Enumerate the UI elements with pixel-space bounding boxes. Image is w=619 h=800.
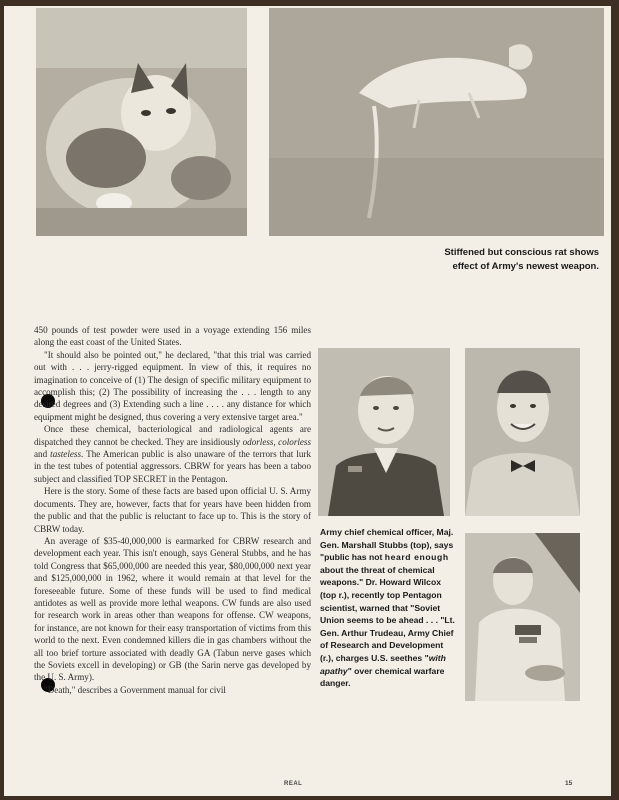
portrait-stubbs [318,348,450,516]
portraits-caption: Army chief chemical officer, Maj. Gen. Marshall Stubbs (top), says "public has not heard enough about the threat of chemical weapons." Dr. Howard Wilcox (top r.), recently top Pentagon scientist, warned that "Soviet Union seems to be ahead . . . "Lt. Gen. Arthur Trudeau, Army Chief of Research and Development (r.), charges U.S. seethes "with apathy" over chemical warfare danger. [320,527,455,689]
portrait-wilcox [465,348,580,516]
rat-photo-caption [419,246,599,274]
article-paragraph: "Death," describes a Government manual for civil [44,684,226,695]
article-body [34,324,311,696]
portrait-wilcox-icon [465,348,580,516]
portrait-trudeau-icon [465,533,580,701]
rat-caption-line-2: effect of Army's newest weapon. [452,261,599,272]
article-paragraph: An average of $35-40,000,000 is earmarked for CBRW research and development each year. This isn't enough, says General Stubbs, and he has told Congress that $65,000,000 are needed this year, $80,000,000 next year and $125,000,000 in 1962, where it would remain at that level for the foreseeable future. Some of these funds will be used to find medical antidotes as well as provide more lethal weapons. CW funds are also used for research work in areas other than weapons for offense. CW weapons, for instance, are not known for their easy transportation of victims from this world to the next. Even condemned killers die in gas chambers without the all too brief torture associated with deadly GA (Tabun nerve gases which the Soviets excell in developing) or GB (the Sarin nerve gas developed by the U. S. Army). [34,535,311,683]
rat-photo-icon [269,8,604,236]
article-paragraph: "It should also be pointed out," he declared, "that this trial was carried out with . . . jerry-rigged equipment. In view of this, it requires no imagination to conceive of (1) The design of specific military equipment to accomplish this; (2) The possibility of increasing the . . . length to any desired degrees and (3) Extending such a line . . . . any distance for which equipment might be designed, thus covering a very extensive target area." [34,349,311,422]
magazine-page [4,6,611,796]
article-paragraph: Here is the story. Some of these facts are based upon official U. S. Army documents. They are, however, facts that for years have been hidden from the public and that the public is reluctant to face up to. This is the story of CBRW today. [34,486,311,534]
page-number: 15 [565,780,573,787]
cat-photo-icon [36,8,247,236]
article-paragraph: 450 pounds of test powder were used in a voyage extending 156 miles along the east coast of the United States. [34,325,311,348]
rat-photo [269,8,604,236]
rat-caption-line-1: Stiffened but conscious rat shows [444,247,599,258]
portrait-stubbs-icon [318,348,450,516]
article-paragraph: Once these chemical, bacteriological and radiological agents are dispatched they cannot be checked. They are insidiously odorless, colorless and tasteless. The American public is also unaware of the terrors that lurk in the test tubes of potential aggressors. CBRW for years has been a taboo subject and classified TOP SECRET in the Pentagon. [34,424,312,484]
magazine-name: REAL [284,781,303,787]
cat-photo [36,8,247,236]
portrait-trudeau [465,533,580,701]
